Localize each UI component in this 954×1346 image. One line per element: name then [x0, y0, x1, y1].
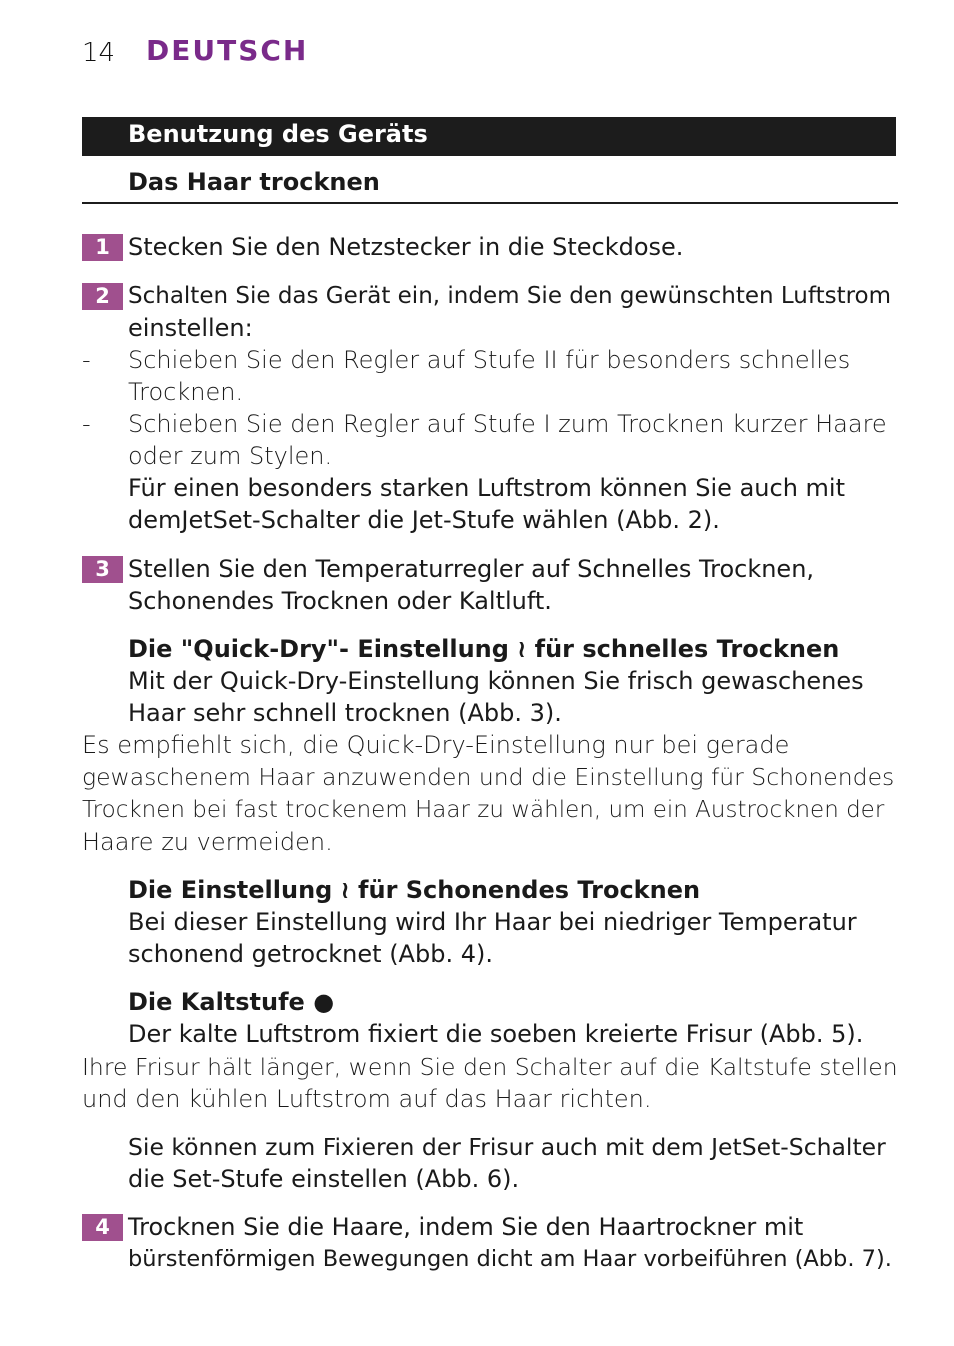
bullet-1-line-1: Schieben Sie den Regler auf Stufe II für besonders schnelles: [128, 346, 851, 374]
step-4-text-line-2: bürstenförmigen Bewegungen dicht am Haar vorbeiführen (Abb. 7).: [128, 1246, 892, 1272]
subsection-title: Das Haar trocknen: [128, 168, 380, 196]
step-badge-4: 4: [82, 1214, 123, 1241]
gentle-body-line-1: Bei dieser Einstellung wird Ihr Haar bei niedriger Temperatur: [128, 908, 857, 936]
divider-rule: [82, 202, 898, 204]
bullet-1-line-2: Trocknen.: [128, 378, 244, 406]
section-title: Benutzung des Geräts: [128, 120, 428, 148]
section-header-bar: [82, 117, 896, 156]
bullet-2-line-1: Schieben Sie den Regler auf Stufe I zum Trocknen kurzer Haare: [128, 410, 887, 438]
quickdry-tip-line-1: Es empfiehlt sich, die Quick-Dry-Einstellung nur bei gerade: [82, 731, 790, 759]
step-1-text: Stecken Sie den Netzstecker in die Steckdose.: [128, 233, 684, 261]
step-2-text-line-2: einstellen:: [128, 314, 253, 342]
step-2-text-line-1: Schalten Sie das Gerät ein, indem Sie den gewünschten Luftstrom: [128, 283, 892, 309]
language-title: DEUTSCH: [146, 34, 309, 67]
cool-tip-line-2: und den kühlen Luftstrom auf das Haar richten.: [82, 1085, 652, 1113]
step-4-text-line-1: Trocknen Sie die Haare, indem Sie den Haartrockner mit: [128, 1213, 804, 1241]
gentle-heading: Die Einstellung ≀ für Schonendes Trocknen: [128, 876, 701, 904]
bullet-2-line-2: oder zum Stylen.: [128, 442, 333, 470]
bullet-marker: -: [82, 410, 91, 438]
quickdry-tip-line-4: Haare zu vermeiden.: [82, 828, 333, 856]
step-badge-3: 3: [82, 556, 123, 583]
quickdry-body-line-1: Mit der Quick-Dry-Einstellung können Sie frisch gewaschenes: [128, 667, 864, 695]
step-3-text-line-1: Stellen Sie den Temperaturregler auf Schnelles Trocknen,: [128, 555, 815, 583]
jet-note-line-2: demJetSet-Schalter die Jet-Stufe wählen (Abb. 2).: [128, 506, 720, 534]
quickdry-body-line-2: Haar sehr schnell trocknen (Abb. 3).: [128, 699, 562, 727]
cool-tip-line-1: Ihre Frisur hält länger, wenn Sie den Schalter auf die Kaltstufe stellen: [82, 1053, 898, 1081]
cool-heading: Die Kaltstufe ●: [128, 988, 335, 1016]
quickdry-tip-line-2: gewaschenem Haar anzuwenden und die Einstellung für Schonendes: [82, 763, 895, 791]
quickdry-heading: Die "Quick-Dry"- Einstellung ≀ für schnelles Trocknen: [128, 635, 840, 663]
step-badge-1: 1: [82, 234, 123, 261]
bullet-marker: -: [82, 346, 91, 374]
page-number: 14: [82, 38, 116, 68]
set-note-line-2: die Set-Stufe einstellen (Abb. 6).: [128, 1165, 520, 1193]
step-3-text-line-2: Schonendes Trocknen oder Kaltluft.: [128, 587, 552, 615]
step-badge-2: 2: [82, 283, 123, 310]
gentle-body-line-2: schonend getrocknet (Abb. 4).: [128, 940, 493, 968]
jet-note-line-1: Für einen besonders starken Luftstrom können Sie auch mit: [128, 474, 845, 502]
cool-body-line-1: Der kalte Luftstrom fixiert die soeben kreierte Frisur (Abb. 5).: [128, 1020, 864, 1048]
quickdry-tip-line-3: Trocknen bei fast trockenem Haar zu wählen, um ein Austrocknen der: [82, 797, 885, 823]
set-note-line-1: Sie können zum Fixieren der Frisur auch mit dem JetSet-Schalter: [128, 1133, 886, 1161]
